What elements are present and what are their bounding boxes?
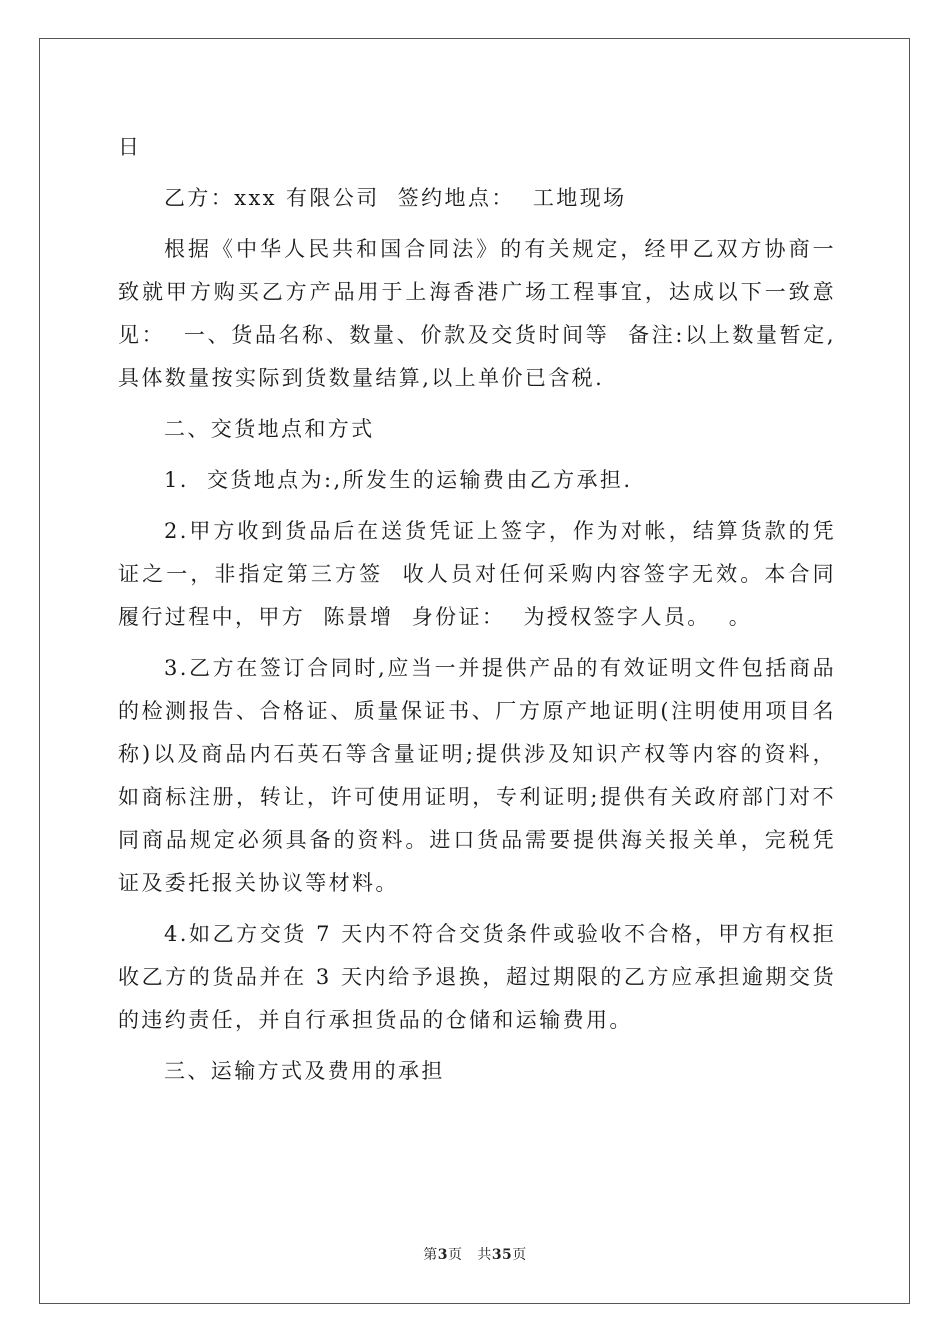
footer-prefix: 第 — [423, 1247, 438, 1263]
footer-total-pages: 35 — [491, 1247, 513, 1263]
paragraph-9: 三、运输方式及费用的承担 — [164, 1059, 445, 1083]
paragraph-3: 根据《中华人民共和国合同法》的有关规定，经甲乙双方协商一致就甲方购买乙方产品用于上海香港广场工程事宜，达成以下一致意见： 一、货品名称、数量、价款及交货时间等 备注:以上数量暂定,具体数量按实际到货数量结算,以上单价已含税. — [118, 237, 836, 390]
footer-page-suffix: 页 — [447, 1247, 463, 1263]
paragraph-2: 乙方：xxx 有限公司 签约地点： 工地现场 — [164, 186, 627, 210]
page-footer — [0, 1244, 950, 1264]
footer-total-suffix: 页 — [512, 1247, 527, 1263]
document-body — [118, 126, 836, 1101]
paragraph-1: 日 — [118, 135, 142, 159]
paragraph-6: 2.甲方收到货品后在送货凭证上签字，作为对帐，结算货款的凭证之一，非指定第三方签 收人员对任何采购内容签字无效。本合同履行过程中，甲方 陈景增 身份证： 为授权签字人员。 。 — [118, 519, 836, 629]
footer-page-number: 3 — [437, 1247, 448, 1263]
paragraph-8: 4.如乙方交货 7 天内不符合交货条件或验收不合格，甲方有权拒收乙方的货品并在 3 天内给予退换，超过期限的乙方应承担逾期交货的违约责任，并自行承担货品的仓储和运输费用。 — [118, 922, 836, 1032]
paragraph-5: 1. 交货地点为:,所发生的运输费由乙方承担. — [164, 468, 633, 492]
paragraph-4: 二、交货地点和方式 — [164, 417, 375, 441]
paragraph-7: 3.乙方在签订合同时,应当一并提供产品的有效证明文件包括商品的检测报告、合格证、质量保证书、厂方原产地证明(注明使用项目名称)以及商品内石英石等含量证明;提供涉及知识产权等内容的资料，如商标注册，转让，许可使用证明，专利证明;提供有关政府部门对不同商品规定必须具备的资料。进口货品需要提供海关报关单，完税凭证及委托报关协议等材料。 — [118, 656, 836, 895]
footer-total-prefix: 共 — [477, 1247, 492, 1263]
